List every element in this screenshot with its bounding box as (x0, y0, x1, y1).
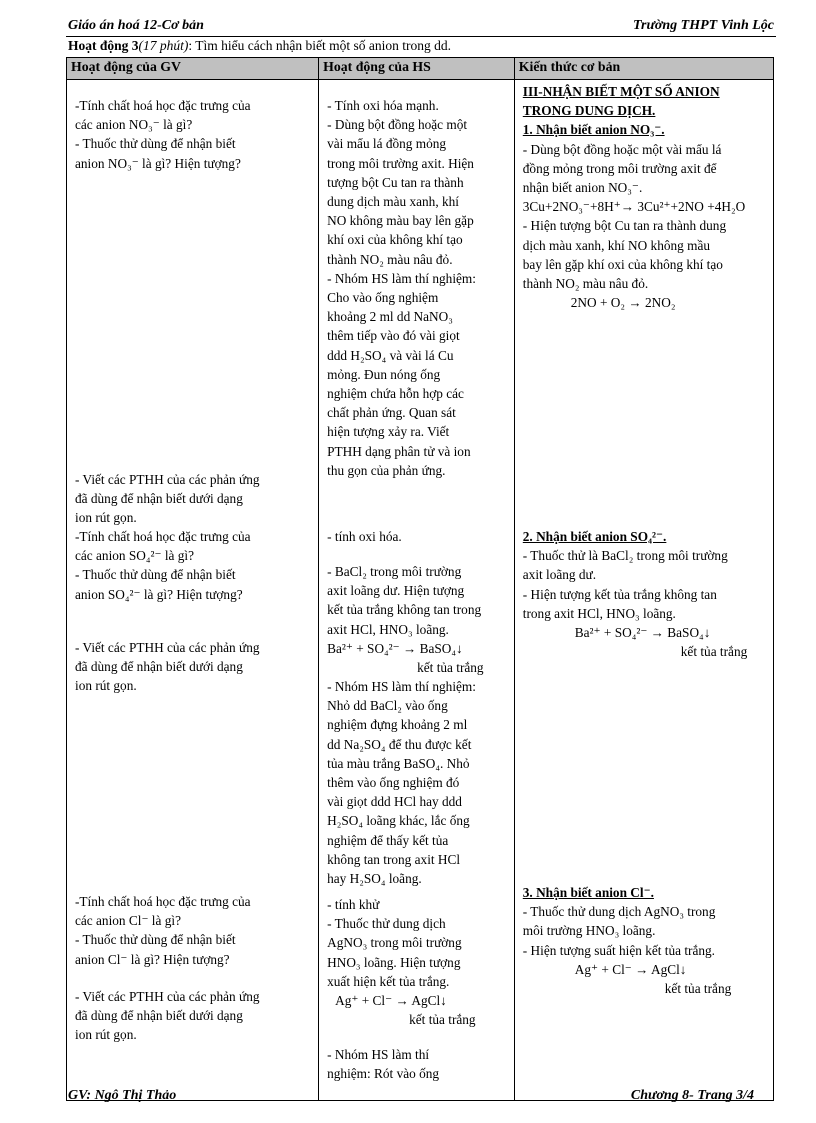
hs-column (319, 80, 515, 1101)
footer-left: GV: Ngô Thị Thảo (68, 1088, 177, 1103)
activity-label: Hoạt động 3 (68, 38, 139, 53)
header-gv: Hoạt động của GV (67, 58, 319, 80)
kt-column (514, 80, 773, 1101)
hs-equation-agcl: Ag⁺ + Cl⁻ → AgCl↓ (335, 993, 447, 1009)
section-title: III-NHẬN BIẾT MỘT SỐ ANION (522, 84, 720, 99)
hs-block-5: - tính khử - Thuốc thử dung dịch AgNO₃ trong môi trường HNO₃ loãng. Hiện tượng xuất hiện kết tủa trắng. Ag⁺ + Cl⁻ → AgCl↓ kết tủa trắng (327, 895, 506, 1029)
header-kt: Kiến thức cơ bản (514, 58, 773, 80)
header-hs: Hoạt động của HS (319, 58, 515, 80)
hs-block-3: - BaCl₂ trong môi trường axit loãng dư. Hiện tượng kết tủa trắng không tan trong axit HCl, HNO₃ loãng. Ba²⁺ + SO₄²⁻ → BaSO₄↓ kết tủa trắng (327, 562, 506, 677)
header-left: Giáo án hoá 12-Cơ bản (68, 18, 204, 33)
header-rule (66, 36, 776, 37)
hs-block-4: - Nhóm HS làm thí nghiệm: Nhỏ dd BaCl₂ vào ống nghiệm đựng khoảng 2 ml dd Na₂SO₄ để thu được kết tủa màu trắng BaSO₄. Nhỏ thêm vào ống nghiệm đó vài giọt ddd HCl hay ddd H₂SO₄ loãng khác, lắc ống nghiệm để thấy kết tủa không tan trong axit HCl hay H₂SO₄ loãng. (327, 679, 476, 887)
gv-column (67, 80, 319, 1101)
hs-block-1: - Tính oxi hóa mạnh. - Dùng bột đồng hoặc một vài mẩu lá đồng mỏng trong môi trường axit. Hiện tượng bột Cu tan ra thành dung dịch màu xanh, khí NO không màu bay lên gặp khí oxi của không khí tạo thành NO₂ màu nâu đỏ. - Nhóm HS làm thí nghiệm: Cho vào ống nghiệm khoảng 2 ml dd NaNO₃ thêm tiếp vào đó vài giọt ddd H₂SO₄ và vài lá Cu mỏng. Đun nóng ống nghiệm chứa hỗn hợp các chất phản ứng. Quan sát hiện tượng xảy ra. Viết PTHH dạng phân tử và ion thu gọn của phản ứng. (327, 98, 476, 478)
footer-right: Chương 8- Trang 3/4 (630, 1088, 754, 1103)
kt-equation-no2: 2NO + O₂ → 2NO₂ (570, 295, 676, 311)
hs-block-6: - Nhóm HS làm thí nghiệm: Rót vào ống (327, 1047, 440, 1082)
header-right: Trường THPT Vinh Lộc (632, 18, 774, 33)
activity-duration: (17 phút) (138, 38, 189, 53)
hs-block-2: - tính oxi hóa. (327, 529, 402, 544)
kt-equation-agcl: Ag⁺ + Cl⁻ → AgCl↓ (574, 961, 687, 977)
subsection-so4: 2. Nhận biết anion SO₄²⁻. (522, 529, 667, 544)
gv-block-1: -Tính chất hoá học đặc trưng của các anion NO₃⁻ là gì? - Thuốc thử dùng để nhận biết anion NO₃⁻ là gì? Hiện tượng? (75, 98, 251, 171)
subsection-cl: 3. Nhận biết anion Cl⁻. (522, 885, 654, 900)
gv-block-3: -Tính chất hoá học đặc trưng của các anion SO₄²⁻ là gì? - Thuốc thử dùng để nhận biết anion SO₄²⁻ là gì? Hiện tượng? (75, 529, 251, 602)
gv-block-6: - Viết các PTHH của các phản ứng đã dùng để nhận biết dưới dạng ion rút gọn. (75, 989, 260, 1043)
gv-block-5: -Tính chất hoá học đặc trưng của các anion Cl⁻ là gì? - Thuốc thử dùng để nhận biết anion Cl⁻ là gì? Hiện tượng? (75, 894, 251, 967)
activity-desc: : Tìm hiểu cách nhận biết một số anion trong dd. (188, 38, 451, 53)
kt-block-3: 3. Nhận biết anion Cl⁻. - Thuốc thử dung dịch AgNO₃ trong môi trường HNO₃ loãng. - Hiện tượng suất hiện kết tủa trắng. Ag⁺ + Cl⁻ → AgCl↓ kết tủa trắng (523, 883, 765, 998)
hs-equation-baso4: Ba²⁺ + SO₄²⁻ → BaSO₄↓ (327, 640, 463, 656)
kt-block-1: III-NHẬN BIẾT MỘT SỐ ANION TRONG DUNG DỊCH. 1. Nhận biết anion NO₃⁻. - Dùng bột đồng hoặc một vài mẩu lá đồng mỏng trong môi trường axit để nhận biết anion NO₃⁻. 3Cu+2NO₃⁻+8H⁺→ 3Cu²⁺+2NO +4H₂O - Hiện tượng bột Cu tan ra thành dung dịch màu xanh, khí NO không mầu bay lên gặp khí oxi của không khí tạo thành NO₂ màu nâu đỏ. 2NO + O₂ → 2NO₂ (523, 82, 765, 312)
subsection-no3: 1. Nhận biết anion NO₃⁻. (522, 122, 665, 138)
kt-equation-cu: 3Cu+2NO₃⁻+8H⁺→ 3Cu²⁺+2NO +4H₂O (522, 199, 746, 215)
activity-line (68, 38, 451, 54)
kt-block-2: 2. Nhận biết anion SO₄²⁻. - Thuốc thử là BaCl₂ trong môi trường axit loãng dư. - Hiện tượng kết tủa trắng không tan trong axit HCl, HNO₃ loãng. Ba²⁺ + SO₄²⁻ → BaSO₄↓ kết tủa trắng (523, 527, 765, 661)
gv-block-4: - Viết các PTHH của các phản ứng đã dùng để nhận biết dưới dạng ion rút gọn. (75, 640, 260, 694)
kt-equation-baso4: Ba²⁺ + SO₄²⁻ → BaSO₄↓ (574, 625, 711, 641)
gv-block-2: - Viết các PTHH của các phản ứng đã dùng để nhận biết dưới dạng ion rút gọn. (75, 472, 260, 526)
lesson-table (66, 57, 774, 1101)
